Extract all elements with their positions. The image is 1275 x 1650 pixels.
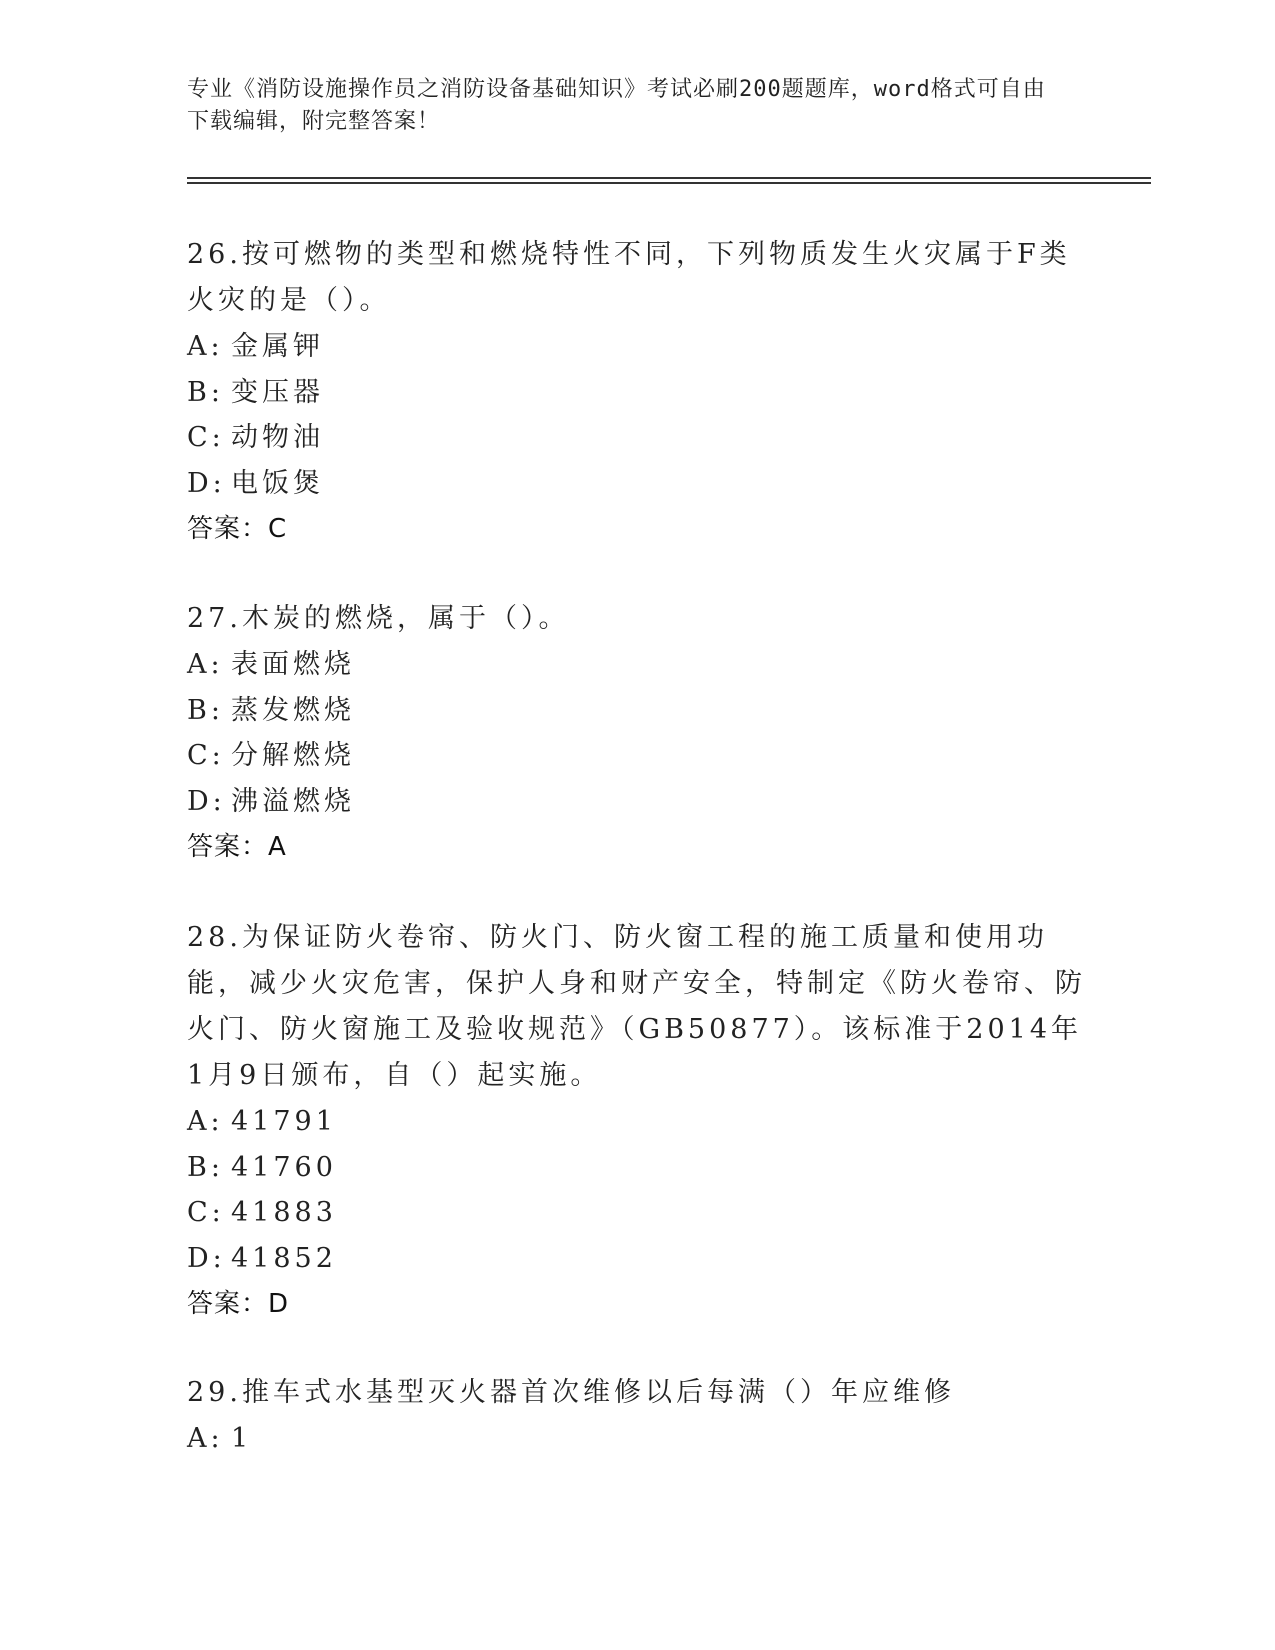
option-letter: C:	[187, 1197, 225, 1228]
option-a	[187, 642, 1087, 688]
option-letter: A:	[187, 1423, 224, 1454]
option-text: 1	[231, 1423, 253, 1454]
option-letter: B:	[187, 1151, 224, 1183]
question-stem: 29.推车式水基型灭火器首次维修以后每满（）年应维修	[187, 1377, 955, 1408]
option-letter: C:	[187, 422, 225, 453]
option-text: 蒸发燃烧	[231, 694, 355, 726]
option-a	[187, 324, 1087, 370]
option-text: 41883	[231, 1197, 337, 1228]
question-stem: 26.按可燃物的类型和燃烧特性不同，下列物质发生火灾属于F类火灾的是（）。	[187, 239, 1071, 316]
question-26	[187, 232, 1087, 552]
document-header: 专业《消防设施操作员之消防设备基础知识》考试必刷200题题库，word格式可自由下载编辑，附完整答案！	[187, 77, 1046, 134]
option-c	[187, 1190, 1087, 1236]
option-a	[187, 1416, 1087, 1462]
header-divider-top	[187, 177, 1151, 179]
question-27	[187, 596, 1087, 870]
option-letter: A:	[187, 649, 224, 680]
question-28	[187, 915, 1087, 1327]
option-c	[187, 733, 1087, 779]
option-text: 电饭煲	[231, 467, 324, 499]
option-d	[187, 1236, 1087, 1282]
answer-line: 答案：C	[187, 514, 288, 544]
option-d	[187, 779, 1087, 825]
option-text: 变压器	[231, 376, 324, 408]
option-text: 表面燃烧	[231, 649, 355, 680]
question-stem: 28.为保证防火卷帘、防火门、防火窗工程的施工质量和使用功能，减少火灾危害，保护人身和财产安全，特制定《防火卷帘、防火门、防火窗施工及验收规范》（GB50877）。该标准于2014年1月9日颁布，自（）起实施。	[187, 922, 1086, 1091]
header-divider-bottom	[187, 182, 1151, 184]
option-letter: D:	[187, 467, 226, 499]
option-text: 41760	[231, 1151, 337, 1183]
option-letter: D:	[187, 1242, 226, 1274]
option-text: 41791	[231, 1106, 337, 1137]
option-text: 沸溢燃烧	[231, 785, 355, 817]
question-stem: 27.木炭的燃烧，属于（）。	[187, 603, 570, 634]
option-c	[187, 415, 1087, 461]
question-29	[187, 1370, 1087, 1462]
option-b	[187, 688, 1087, 734]
option-b	[187, 370, 1087, 416]
answer-line: 答案：D	[187, 1289, 290, 1319]
option-letter: B:	[187, 376, 224, 408]
option-text: 动物油	[231, 422, 324, 453]
option-text: 金属钾	[231, 331, 324, 362]
option-letter: B:	[187, 694, 224, 726]
option-letter: C:	[187, 740, 225, 771]
option-text: 41852	[231, 1242, 337, 1274]
option-letter: D:	[187, 785, 226, 817]
option-text: 分解燃烧	[231, 740, 355, 771]
option-letter: A:	[187, 1106, 224, 1137]
option-b	[187, 1145, 1087, 1191]
option-a	[187, 1099, 1087, 1145]
option-d	[187, 461, 1087, 507]
answer-line: 答案：A	[187, 832, 287, 862]
option-letter: A:	[187, 331, 224, 362]
